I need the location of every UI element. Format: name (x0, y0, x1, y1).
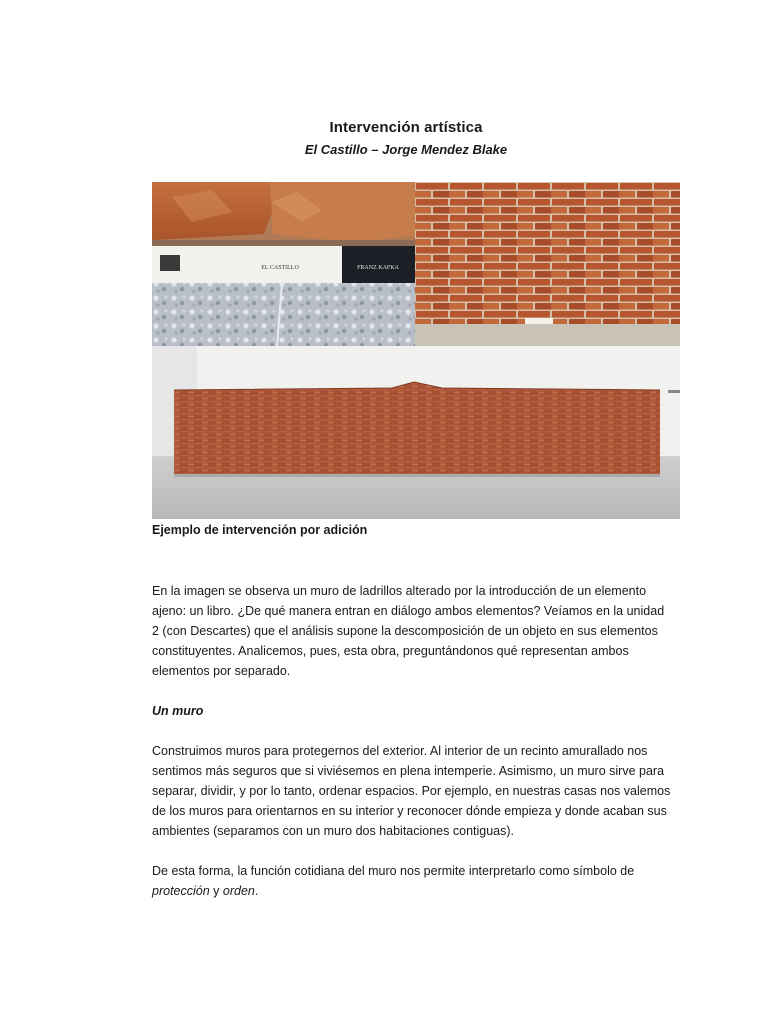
book-spine-author: FRANZ KAFKA (357, 265, 399, 271)
conclusion-text-start: De esta forma, la función cotidiana del muro nos permite interpretarlo como símbolo de (152, 864, 635, 878)
brick-closeup-photo (415, 182, 680, 346)
wall-paragraph: Construimos muros para protegernos del exterior. Al interior de un recinto amurallado nos sentimos más seguros que si viviésemos en plena intemperie. Asimismo, un muro sirve para separar, dividir, y por lo tanto, ordenar espacios. Por ejemplo, en nuestras casas nos valemos de los muros para orientarnos en su interior y reconocer dónde empieza y donde acaban sus ambientes (separamos con un muro dos habitaciones contiguas). (152, 744, 671, 838)
intro-paragraph: En la imagen se observa un muro de ladrillos alterado por la introducción de un elemento ajeno: un libro. ¿De qué manera entran en diálogo ambos elementos? Veíamos en la unidad 2 (con Descartes) que el análisis supone la descomposición de un objeto en sus elementos constituyentes. Analicemos, pues, esta obra, preguntándonos qué representan ambos elementos por separado. (152, 584, 665, 678)
book-spine-title: EL CASTILLO (261, 265, 299, 271)
book-closeup-photo (152, 182, 415, 346)
gallery-wall-photo (152, 346, 680, 519)
artwork-figure (152, 182, 680, 519)
page-title: Intervención artística (329, 119, 483, 136)
page-subtitle: El Castillo – Jorge Mendez Blake (304, 142, 508, 157)
figure-caption: Ejemplo de intervención por adición (152, 523, 368, 537)
term-proteccion: protección (152, 884, 210, 898)
conclusion-text-end: . (254, 884, 259, 898)
term-orden: orden (222, 884, 255, 898)
section-heading-un-muro: Un muro (152, 704, 204, 718)
conclusion-text-middle: y (209, 884, 223, 898)
conclusion-paragraph (152, 861, 672, 901)
